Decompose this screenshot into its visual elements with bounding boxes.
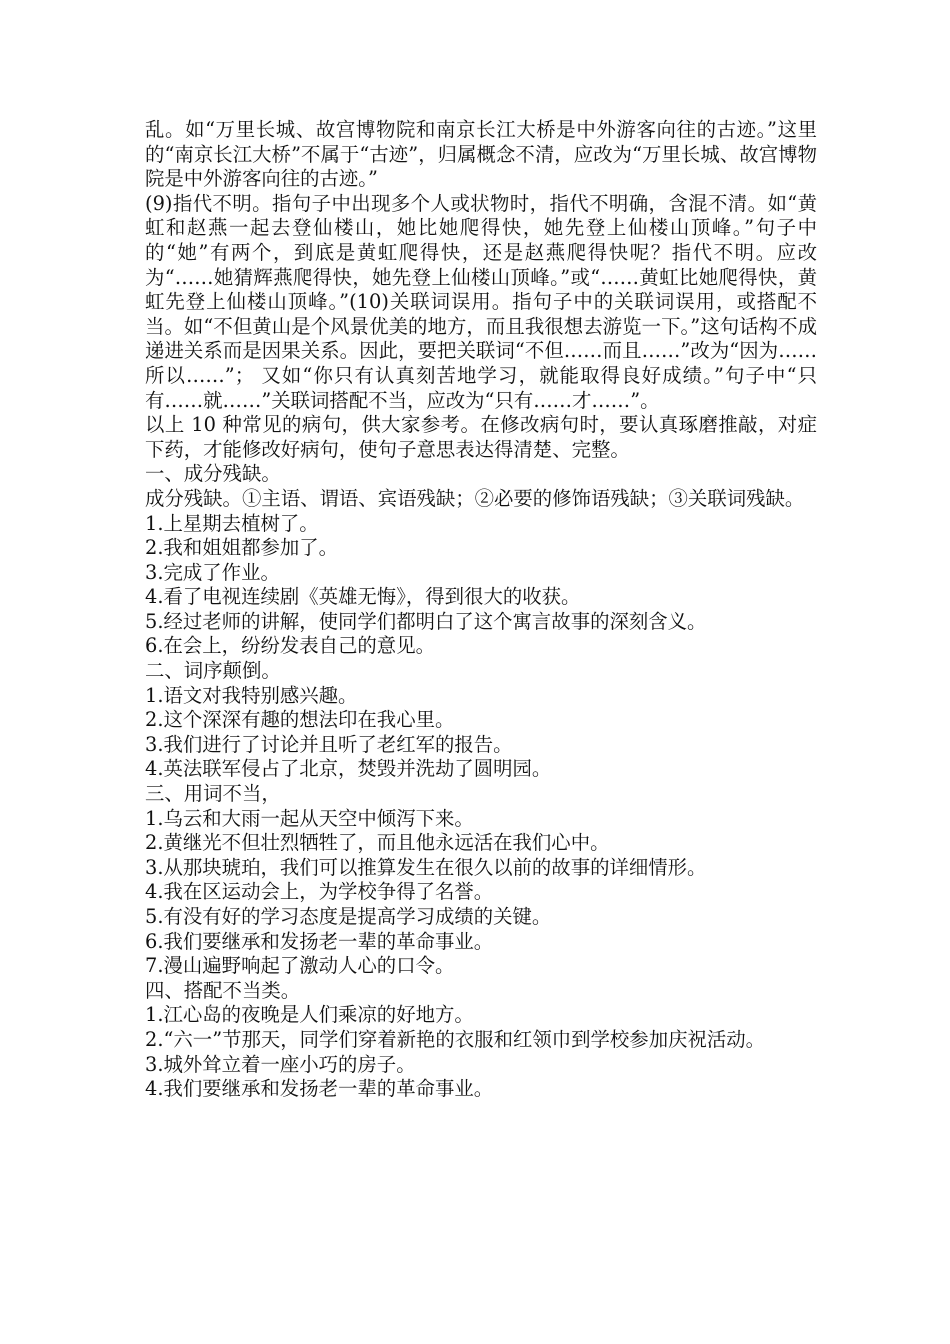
list-item: 2.我和姐姐都参加了。 [145,536,339,560]
paragraph-summary: 以上 10 种常见的病句，供大家参考。在修改病句时，要认真琢磨推敲，对症下药，才能修改好病句，使句子意思表达得清楚、完整。 [145,413,817,461]
list-item: 2.黄继光不但壮烈牺牲了，而且他永远活在我们心中。 [145,831,610,855]
section-heading-3: 三、用词不当， [145,782,281,806]
paragraph-ambiguous-reference: (9)指代不明。指句子中出现多个人或状物时，指代不明确，含混不清。如“黄虹和赵燕一起去登仙楼山，她比她爬得快，她先登上仙楼山顶峰。”句子中的“她”有两个，到底是黄虹爬得快，还是赵燕爬得快呢？指代不明。应改为“……她猜辉燕爬得快，她先登上仙楼山顶峰。”或“……黄虹比她爬得快，黄虹先登上仙楼山顶峰。”(10)关联词误用。指句子中的关联词误用，或搭配不当。如“不但黄山是个风景优美的地方，而且我很想去游览一下。”这句话构不成递进关系而是因果关系。因此，要把关联词“不但……而且……”改为“因为……所以……”； 又如“你只有认真刻苦地学习，就能取得良好成绩。”句子中“只有……就……”关联词搭配不当，应改为“只有……才……”。 [145,191,817,412]
list-item: 2.这个深深有趣的想法印在我心里。 [145,708,455,732]
list-item: 5.经过老师的讲解，使同学们都明白了这个寓言故事的深刻含义。 [145,609,707,633]
section-heading-2: 二、词序颠倒。 [145,659,281,683]
list-item: 4.英法联军侵占了北京，焚毁并洗劫了圆明园。 [145,757,552,781]
section-heading-1: 一、成分残缺。 [145,462,281,486]
document-body [145,118,817,1102]
paragraph-intro-continuation: 乱。如“万里长城、故宫博物院和南京长江大桥是中外游客向往的古迹。”这里的“南京长江大桥”不属于“古迹”，归属概念不清，应改为“万里长城、故宫博物院是中外游客向往的古迹。” [145,118,817,191]
list-item: 3.城外耸立着一座小巧的房子。 [145,1052,416,1076]
list-item: 2.“六一”节那天，同学们穿着新艳的衣服和红领巾到学校参加庆祝活动。 [145,1027,766,1051]
list-item: 4.我在区运动会上，为学校争得了名誉。 [145,880,494,904]
list-item: 4.我们要继承和发扬老一辈的革命事业。 [145,1077,494,1101]
list-item: 5.有没有好的学习态度是提高学习成绩的关键。 [145,905,552,928]
list-item: 1.乌云和大雨一起从天空中倾泻下来。 [145,806,474,830]
list-item: 3.从那块琥珀，我们可以推算发生在很久以前的故事的详细情形。 [145,855,707,879]
list-item: 1.江心岛的夜晚是人们乘凉的好地方。 [145,1003,474,1027]
list-item: 3.完成了作业。 [145,560,280,584]
list-item: 6.在会上，纷纷发表自己的意见。 [145,634,435,658]
list-item: 1.语文对我特别感兴趣。 [145,683,358,707]
section-heading-4: 四、搭配不当类。 [145,978,301,1002]
list-item: 7.漫山遍野响起了激动人心的口令。 [145,954,455,978]
list-item: 1.上星期去植树了。 [145,511,319,535]
list-item: 3.我们进行了讨论并且听了老红军的报告。 [145,732,513,756]
list-item: 4.看了电视连续剧《英雄无悔》，得到很大的收获。 [145,585,581,609]
section-description-1: 成分残缺。①主语、谓语、宾语残缺；②必要的修饰语残缺；③关联词残缺。 [145,486,805,510]
list-item: 6.我们要继承和发扬老一辈的革命事业。 [145,929,494,953]
